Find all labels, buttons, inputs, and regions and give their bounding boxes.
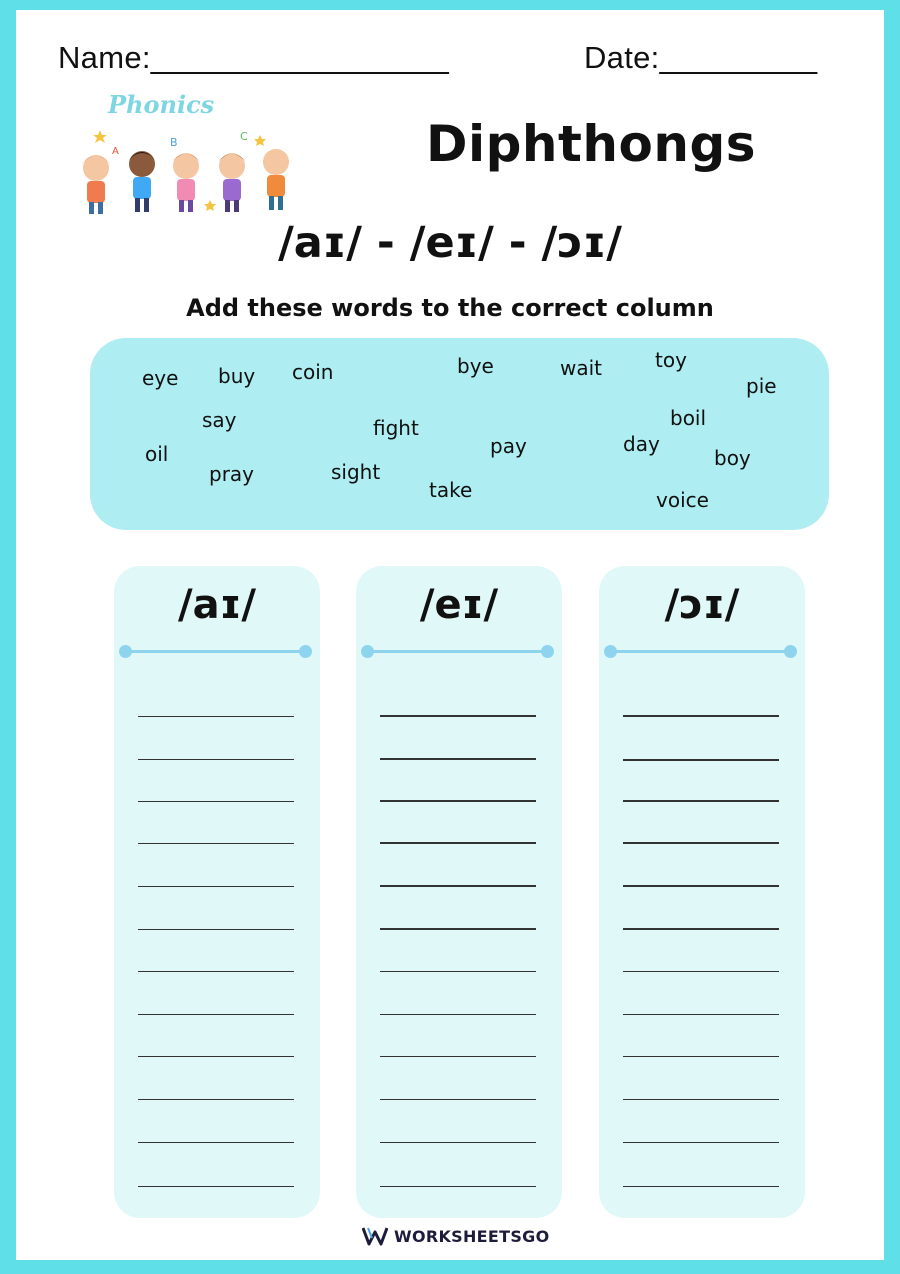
answer-line[interactable] <box>138 1014 294 1015</box>
answer-line[interactable] <box>623 1142 779 1143</box>
word-bank-item[interactable]: voice <box>656 488 709 512</box>
answer-line[interactable] <box>623 1014 779 1015</box>
answer-line[interactable] <box>623 971 779 972</box>
date-field-label[interactable]: Date:_________ <box>584 40 818 75</box>
answer-line[interactable] <box>380 1142 536 1143</box>
word-bank-item[interactable]: pay <box>490 434 527 458</box>
answer-line[interactable] <box>138 716 294 717</box>
instruction-text: Add these words to the correct column <box>186 294 714 322</box>
column-heading: /aɪ/ <box>177 582 257 628</box>
answer-line[interactable] <box>380 758 536 760</box>
answer-line[interactable] <box>380 971 536 972</box>
column-divider <box>611 650 791 653</box>
column-ei <box>356 566 562 1218</box>
answer-line[interactable] <box>623 1186 779 1187</box>
word-bank-item[interactable]: pray <box>209 462 255 486</box>
divider-dot <box>541 645 554 658</box>
word-bank-item[interactable]: day <box>623 432 660 456</box>
name-field-label[interactable]: Name:_________________ <box>58 40 449 75</box>
answer-line[interactable] <box>623 842 779 844</box>
footer-brand-text: WORKSHEETSGO <box>394 1226 550 1246</box>
word-bank-item[interactable]: boil <box>670 406 707 430</box>
svg-text:A: A <box>112 146 119 157</box>
answer-line[interactable] <box>138 1142 294 1143</box>
answer-line[interactable] <box>623 1056 779 1057</box>
word-bank <box>90 338 829 530</box>
worksheetsgo-logo-icon <box>362 1226 388 1246</box>
column-divider <box>126 650 306 653</box>
answer-line[interactable] <box>623 928 779 930</box>
divider-dot <box>784 645 797 658</box>
word-bank-item[interactable]: sight <box>331 460 381 484</box>
answer-line[interactable] <box>138 929 294 930</box>
word-bank-item[interactable]: toy <box>655 348 687 372</box>
answer-line[interactable] <box>380 1099 536 1100</box>
answer-line[interactable] <box>138 1099 294 1100</box>
answer-line[interactable] <box>380 1014 536 1015</box>
answer-line[interactable] <box>623 759 779 761</box>
word-bank-item[interactable]: fight <box>373 416 419 440</box>
phonics-logo-text: Phonics <box>108 90 215 119</box>
phonics-kids-logo <box>60 90 300 220</box>
worksheet-page <box>16 10 884 1260</box>
answer-line[interactable] <box>380 1186 536 1187</box>
svg-text:B: B <box>170 136 178 149</box>
answer-line[interactable] <box>623 1099 779 1100</box>
ipa-heading: /aɪ/ - /eɪ/ - /ɔɪ/ <box>278 218 622 268</box>
word-bank-item[interactable]: take <box>429 478 473 502</box>
answer-line[interactable] <box>623 800 779 802</box>
answer-line[interactable] <box>380 885 536 887</box>
word-bank-item[interactable]: buy <box>218 364 256 388</box>
word-bank-item[interactable]: boy <box>714 446 751 470</box>
column-heading: /eɪ/ <box>419 582 499 628</box>
answer-line[interactable] <box>138 1056 294 1057</box>
answer-line[interactable] <box>380 928 536 930</box>
answer-line[interactable] <box>380 800 536 802</box>
answer-line[interactable] <box>138 759 294 760</box>
answer-line[interactable] <box>623 715 779 717</box>
word-bank-item[interactable]: pie <box>746 374 777 398</box>
word-bank-item[interactable]: wait <box>560 356 603 380</box>
answer-line[interactable] <box>138 843 294 844</box>
word-bank-item[interactable]: coin <box>292 360 334 384</box>
column-oi <box>599 566 805 1218</box>
answer-line[interactable] <box>138 1186 294 1187</box>
svg-text:C: C <box>240 130 248 143</box>
answer-line[interactable] <box>380 715 536 717</box>
answer-line[interactable] <box>138 886 294 887</box>
column-divider <box>368 650 548 653</box>
word-bank-item[interactable]: eye <box>142 366 179 390</box>
column-heading: /ɔɪ/ <box>664 582 740 628</box>
word-bank-item[interactable]: oil <box>145 442 169 466</box>
answer-line[interactable] <box>623 885 779 887</box>
divider-dot <box>299 645 312 658</box>
page-title: Diphthongs <box>426 115 757 173</box>
word-bank-item[interactable]: bye <box>457 354 494 378</box>
answer-line[interactable] <box>380 1056 536 1057</box>
answer-line[interactable] <box>380 842 536 844</box>
footer-brand <box>362 1226 550 1246</box>
word-bank-item[interactable]: say <box>202 408 237 432</box>
column-ai <box>114 566 320 1218</box>
answer-line[interactable] <box>138 971 294 972</box>
answer-line[interactable] <box>138 801 294 802</box>
